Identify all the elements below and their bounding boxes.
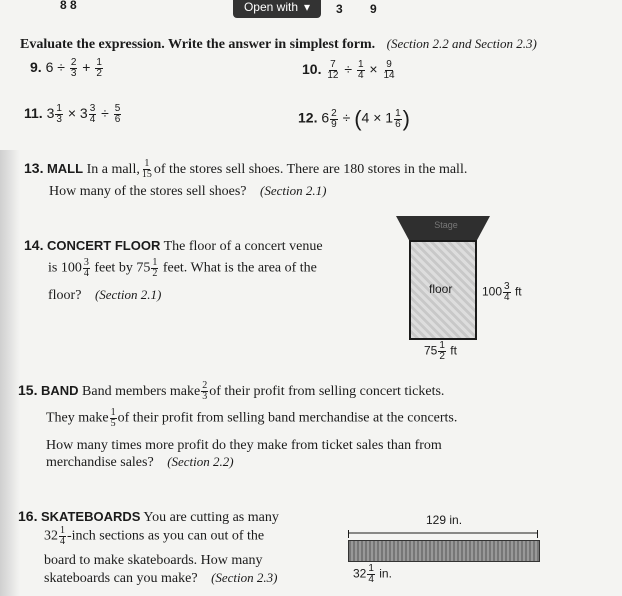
top-fragment-a: 3: [336, 2, 343, 16]
side-dimension: 100 $\frac{3}{4}$ ft: [482, 281, 522, 303]
text: feet by 75: [94, 260, 151, 276]
fraction: $\frac{1}{3}$: [56, 103, 62, 125]
problem-15-line3: How many times more profit do they make from ticket sales than from: [46, 438, 442, 453]
fraction: $\frac{1}{4}$: [357, 59, 364, 81]
problem-number: 12.: [298, 109, 318, 126]
whole-number: 3: [79, 105, 88, 122]
text: of their profit from selling concert tickets.: [209, 384, 445, 399]
text: skateboards can you make?: [44, 571, 198, 586]
expr-part: 6 ÷: [45, 59, 65, 76]
fraction: $\frac{1}{2}$: [152, 257, 158, 279]
instructions-ref: (Section 2.2 and Section 2.3): [386, 36, 537, 51]
expr-part: 4 ×: [361, 109, 382, 126]
text: The floor of a concert venue: [163, 239, 323, 254]
problem-16-line3: board to make skateboards. How many: [44, 553, 263, 568]
paren: ): [402, 106, 410, 131]
problem-keyword: BAND: [40, 383, 79, 398]
text: How many of the stores sell shoes?: [49, 184, 247, 199]
whole-number: 3: [46, 105, 55, 122]
operator: +: [82, 59, 91, 76]
problem-number: 16.: [18, 508, 38, 524]
floor-label: floor: [429, 282, 453, 296]
whole-number: 32: [44, 528, 58, 544]
text: They make: [46, 410, 109, 426]
fraction: $\frac{1}{4}$: [60, 525, 65, 547]
fraction: $\frac{7}{12}$: [327, 59, 339, 81]
instructions-main: Evaluate the expression. Write the answer in simplest form.: [20, 37, 376, 52]
problem-keyword: SKATEBOARDS: [40, 509, 141, 524]
scan-shadow: [0, 150, 20, 596]
top-fragment-left: 8 8: [60, 0, 77, 12]
problem-keyword: MALL: [46, 161, 84, 176]
board-length-bracket: [348, 528, 538, 538]
section-ref: (Section 2.3): [211, 570, 278, 585]
problem-15-line2: [46, 408, 457, 429]
problem-number: 10.: [302, 61, 322, 78]
text: of their profit from selling band merchandise at the concerts.: [117, 410, 458, 426]
operator: ÷: [344, 61, 353, 78]
text: feet. What is the area of the: [162, 260, 317, 276]
operator: ×: [369, 61, 378, 78]
problem-14-line3: [48, 285, 161, 306]
problem-16-line2: [44, 526, 264, 547]
whole-number: 6: [321, 109, 330, 126]
fraction: $\frac{2}{3}$: [202, 380, 208, 403]
text: -inch sections as you can out of the: [67, 528, 265, 544]
problem-15: [18, 380, 444, 402]
chevron-down-icon: ▾: [304, 0, 311, 14]
fraction: $\frac{1}{5}$: [110, 407, 116, 429]
top-fragment-b: 9: [370, 2, 377, 16]
fraction: $\frac{3}{4}$: [89, 103, 96, 125]
fraction: $\frac{2}{9}$: [331, 107, 337, 130]
problem-keyword: CONCERT FLOOR: [46, 238, 161, 253]
problem-12: [298, 106, 410, 132]
instructions-text: [20, 36, 537, 53]
fraction: $\frac{1}{6}$: [395, 107, 401, 130]
fraction: $\frac{5}{6}$: [114, 103, 121, 125]
open-with-label: Open with: [243, 0, 298, 14]
problem-15-line4: [46, 452, 234, 473]
problem-10: [302, 60, 397, 81]
operator: ÷: [342, 109, 351, 126]
problem-9: [30, 58, 104, 79]
section-ref: (Section 2.1): [94, 287, 162, 302]
problem-14-line2: [48, 258, 317, 279]
fraction: $\frac{9}{14}$: [383, 59, 395, 81]
section-ref: (Section 2.1): [260, 183, 327, 198]
fraction: $\frac{1}{15}$: [141, 158, 152, 181]
problem-number: 13.: [24, 160, 44, 176]
bottom-dimension: 75 $\frac{1}{2}$ ft: [424, 340, 457, 362]
text: You are cutting as many: [143, 510, 279, 525]
text: of the stores sell shoes. There are 180 stores in the mall.: [153, 162, 468, 177]
fraction: $\frac{1}{2}$: [96, 57, 102, 79]
fraction: $\frac{3}{4}$: [83, 257, 89, 279]
problem-16-line4: [44, 568, 277, 589]
fraction: $\frac{2}{3}$: [70, 57, 77, 79]
section-ref: (Section 2.2): [167, 454, 234, 469]
board-length-label: 129 in.: [426, 513, 463, 527]
operator: ×: [67, 105, 77, 122]
text: merchandise sales?: [46, 455, 154, 470]
text: is 100: [48, 260, 82, 276]
text: In a mall,: [86, 162, 140, 177]
problem-number: 14.: [24, 237, 44, 253]
problem-11: [24, 104, 122, 125]
paren: (: [354, 106, 362, 131]
skateboard-board: [348, 540, 540, 562]
text: Band members make: [82, 384, 201, 399]
stage-label: Stage: [434, 220, 458, 230]
problem-13-line2: [49, 181, 326, 202]
text: floor?: [48, 288, 82, 303]
problem-number: 9.: [30, 59, 42, 76]
problem-16: [18, 506, 279, 528]
operator: ÷: [101, 105, 109, 122]
problem-number: 15.: [18, 382, 38, 398]
open-with-button[interactable]: [233, 0, 321, 18]
problem-14: [24, 235, 323, 257]
problem-number: 11.: [24, 105, 43, 122]
piece-length-label: 32 $\frac{1}{4}$ in.: [353, 563, 392, 585]
whole-number: 1: [385, 109, 394, 126]
problem-13: [24, 158, 467, 180]
